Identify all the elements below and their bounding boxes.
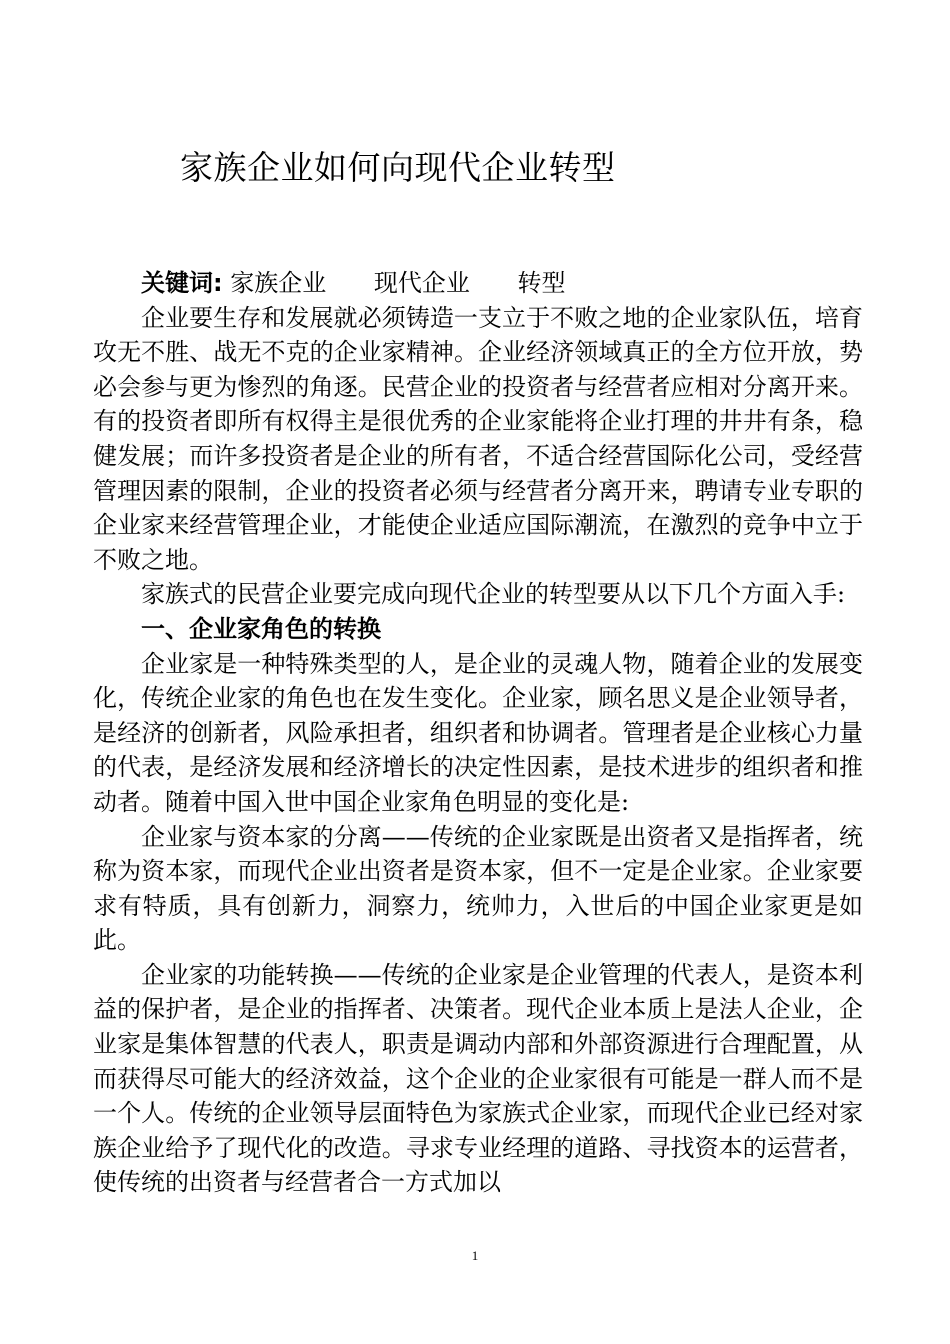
keyword-item: 现代企业: [373, 269, 470, 297]
document-body: [93, 266, 863, 1200]
section-heading: 一、企业家角色的转换: [141, 614, 381, 643]
keyword-item: 转型: [517, 269, 566, 297]
page-number: 1: [471, 1248, 479, 1263]
keyword-item: 家族企业: [230, 269, 327, 297]
document-title: 家族企业如何向现代企业转型: [180, 148, 616, 187]
paragraph: 企业家是一种特殊类型的人，是企业的灵魂人物，随着企业的发展变化，传统企业家的角色也在发生变化。企业家，顾名思义是企业领导者，是经济的创新者，风险承担者，组织者和协调者。管理者是企业核心力量的代表，是经济发展和经济增长的决定性因素，是技术进步的组织者和推动者。随着中国入世中国企业家角色明显的变化是:: [93, 649, 863, 816]
paragraph: 企业家的功能转换——传统的企业家是企业管理的代表人，是资本利益的保护者，是企业的指挥者、决策者。现代企业本质上是法人企业，企业家是集体智慧的代表人，职责是调动内部和外部资源进行合理配置，从而获得尽可能大的经济效益，这个企业的企业家很有可能是一群人而不是一个人。传统的企业领导层面特色为家族式企业家，而现代企业已经对家族企业给予了现代化的改造。寻求专业经理的道路、寻找资本的运营者，使传统的出资者与经营者合一方式加以: [93, 960, 863, 1197]
paragraph: 企业要生存和发展就必须铸造一支立于不败之地的企业家队伍，培育攻无不胜、战无不克的企业家精神。企业经济领域真正的全方位开放，势必会参与更为惨烈的角逐。民营企业的投资者与经营者应相对分离开来。有的投资者即所有权得主是很优秀的企业家能将企业打理的井井有条，稳健发展；而许多投资者是企业的所有者，不适合经营国际化公司，受经营管理因素的限制，企业的投资者必须与经营者分离开来，聘请专业专职的企业家来经营管理企业，才能使企业适应国际潮流，在激烈的竞争中立于不败之地。: [93, 303, 863, 574]
keywords-label: 关键词:: [141, 269, 223, 297]
paragraph: 企业家与资本家的分离——传统的企业家既是出资者又是指挥者，统称为资本家，而现代企业出资者是资本家，但不一定是企业家。企业家要求有特质，具有创新力，洞察力，统帅力，入世后的中国企业家更是如此。: [93, 822, 863, 955]
paragraph: 家族式的民营企业要完成向现代企业的转型要从以下几个方面入手:: [141, 580, 846, 609]
keywords-line: [93, 266, 863, 301]
